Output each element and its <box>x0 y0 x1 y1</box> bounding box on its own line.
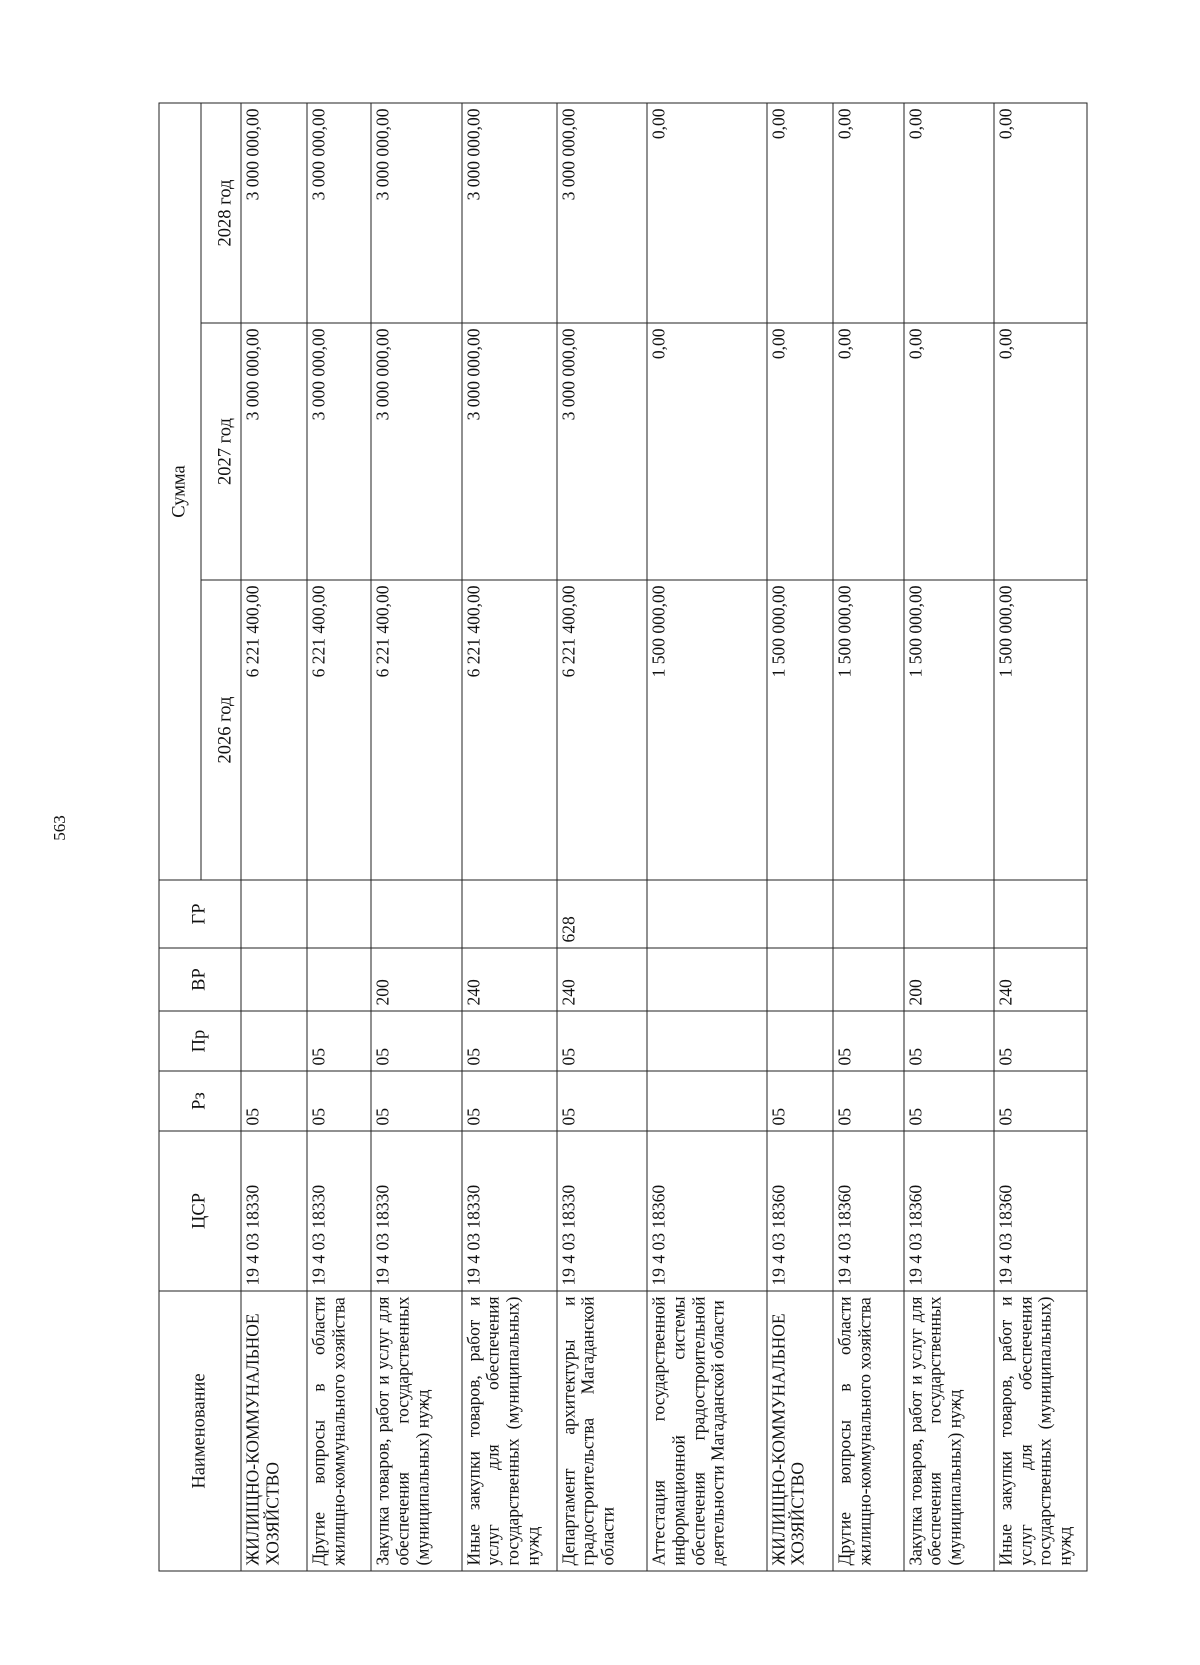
cell-name: ЖИЛИЩНО-КОММУНАЛЬНОЕ ХОЗЯЙСТВО <box>241 1291 307 1571</box>
cell-vr <box>647 948 766 1011</box>
cell-2028: 3 000 000,00 <box>371 102 462 322</box>
cell-name: Иные закупки товаров, работ и услуг для обеспечения государственных (муниципальных) нужд <box>461 1291 556 1571</box>
budget-table-container <box>158 103 1087 1571</box>
cell-pr: 05 <box>903 1011 994 1071</box>
cell-pr <box>241 1011 307 1071</box>
cell-2028: 3 000 000,00 <box>241 102 307 322</box>
table-row <box>307 102 371 1570</box>
cell-name: ЖИЛИЩНО-КОММУНАЛЬНОЕ ХОЗЯЙСТВО <box>766 1291 832 1571</box>
cell-2028: 3 000 000,00 <box>307 102 371 322</box>
header-csr: ЦСР <box>159 1131 241 1291</box>
table-row <box>647 102 766 1570</box>
cell-vr <box>766 948 832 1011</box>
cell-name: Аттестация государственной информационной системы обеспечения градостроительной деятельности Магаданской области <box>647 1291 766 1571</box>
cell-pr: 05 <box>307 1011 371 1071</box>
header-name: Наименование <box>159 1291 241 1571</box>
cell-vr: 240 <box>556 948 647 1011</box>
cell-csr: 19 4 03 18330 <box>241 1131 307 1291</box>
cell-rz: 05 <box>994 1071 1087 1131</box>
cell-csr: 19 4 03 18360 <box>903 1131 994 1291</box>
cell-vr <box>307 948 371 1011</box>
cell-2026: 1 500 000,00 <box>766 580 832 880</box>
cell-gr <box>461 880 556 948</box>
cell-rz: 05 <box>461 1071 556 1131</box>
cell-2027: 3 000 000,00 <box>461 323 556 580</box>
cell-gr <box>647 880 766 948</box>
header-year-2026: 2026 год <box>201 580 241 880</box>
cell-rz: 05 <box>832 1071 903 1131</box>
cell-2027: 0,00 <box>647 323 766 580</box>
cell-rz: 05 <box>766 1071 832 1131</box>
cell-rz: 05 <box>556 1071 647 1131</box>
cell-vr <box>832 948 903 1011</box>
cell-name: Закупка товаров, работ и услуг для обеспечения государственных (муниципальных) нужд <box>903 1291 994 1571</box>
table-row <box>766 102 832 1570</box>
cell-2028: 3 000 000,00 <box>461 102 556 322</box>
header-pr: Пр <box>159 1011 241 1071</box>
cell-vr <box>241 948 307 1011</box>
cell-gr <box>832 880 903 948</box>
cell-pr: 05 <box>994 1011 1087 1071</box>
cell-rz <box>647 1071 766 1131</box>
cell-2027: 0,00 <box>903 323 994 580</box>
cell-gr <box>307 880 371 948</box>
table-body <box>241 102 1087 1570</box>
cell-2028: 3 000 000,00 <box>556 102 647 322</box>
table-row <box>903 102 994 1570</box>
header-gr: ГР <box>159 880 241 948</box>
table-header <box>159 102 241 1570</box>
cell-2026: 6 221 400,00 <box>241 580 307 880</box>
page-number: 563 <box>50 815 69 841</box>
cell-vr: 240 <box>994 948 1087 1011</box>
table-row <box>994 102 1087 1570</box>
cell-csr: 19 4 03 18360 <box>647 1131 766 1291</box>
cell-2027: 0,00 <box>766 323 832 580</box>
cell-2027: 0,00 <box>994 323 1087 580</box>
cell-rz: 05 <box>241 1071 307 1131</box>
table-row <box>371 102 462 1570</box>
cell-csr: 19 4 03 18360 <box>832 1131 903 1291</box>
cell-2027: 3 000 000,00 <box>241 323 307 580</box>
cell-pr <box>647 1011 766 1071</box>
cell-2026: 6 221 400,00 <box>371 580 462 880</box>
cell-csr: 19 4 03 18330 <box>461 1131 556 1291</box>
table-row <box>832 102 903 1570</box>
cell-2027: 3 000 000,00 <box>371 323 462 580</box>
cell-2026: 1 500 000,00 <box>832 580 903 880</box>
header-vr: ВР <box>159 948 241 1011</box>
cell-csr: 19 4 03 18330 <box>556 1131 647 1291</box>
budget-table <box>158 102 1087 1571</box>
cell-csr: 19 4 03 18360 <box>766 1131 832 1291</box>
cell-pr: 05 <box>461 1011 556 1071</box>
header-rz: Рз <box>159 1071 241 1131</box>
cell-2027: 3 000 000,00 <box>556 323 647 580</box>
cell-2026: 1 500 000,00 <box>903 580 994 880</box>
cell-pr <box>766 1011 832 1071</box>
cell-2028: 0,00 <box>994 102 1087 322</box>
header-year-2028: 2028 год <box>201 102 241 322</box>
cell-gr <box>766 880 832 948</box>
cell-2028: 0,00 <box>903 102 994 322</box>
cell-2026: 6 221 400,00 <box>307 580 371 880</box>
cell-2028: 0,00 <box>647 102 766 322</box>
cell-2027: 3 000 000,00 <box>307 323 371 580</box>
table-row <box>556 102 647 1570</box>
cell-pr: 05 <box>371 1011 462 1071</box>
table-row <box>461 102 556 1570</box>
cell-csr: 19 4 03 18330 <box>307 1131 371 1291</box>
cell-2027: 0,00 <box>832 323 903 580</box>
cell-vr: 200 <box>371 948 462 1011</box>
cell-2028: 0,00 <box>766 102 832 322</box>
cell-gr <box>994 880 1087 948</box>
cell-rz: 05 <box>307 1071 371 1131</box>
cell-csr: 19 4 03 18330 <box>371 1131 462 1291</box>
cell-2026: 1 500 000,00 <box>647 580 766 880</box>
cell-2028: 0,00 <box>832 102 903 322</box>
table-row <box>241 102 307 1570</box>
header-year-2027: 2027 год <box>201 323 241 580</box>
header-sum: Сумма <box>159 102 201 879</box>
cell-gr <box>241 880 307 948</box>
cell-rz: 05 <box>903 1071 994 1131</box>
cell-vr: 240 <box>461 948 556 1011</box>
cell-rz: 05 <box>371 1071 462 1131</box>
cell-pr: 05 <box>832 1011 903 1071</box>
cell-gr: 628 <box>556 880 647 948</box>
cell-2026: 6 221 400,00 <box>556 580 647 880</box>
cell-name: Закупка товаров, работ и услуг для обеспечения государственных (муниципальных) нужд <box>371 1291 462 1571</box>
cell-name: Департамент архитектуры и градостроительства Магаданской области <box>556 1291 647 1571</box>
cell-pr: 05 <box>556 1011 647 1071</box>
header-row <box>159 102 201 1570</box>
cell-gr <box>371 880 462 948</box>
cell-name: Иные закупки товаров, работ и услуг для обеспечения государственных (муниципальных) нужд <box>994 1291 1087 1571</box>
cell-gr <box>903 880 994 948</box>
cell-2026: 6 221 400,00 <box>461 580 556 880</box>
cell-csr: 19 4 03 18360 <box>994 1131 1087 1291</box>
cell-vr: 200 <box>903 948 994 1011</box>
cell-name: Другие вопросы в области жилищно-коммунального хозяйства <box>832 1291 903 1571</box>
cell-name: Другие вопросы в области жилищно-коммунального хозяйства <box>307 1291 371 1571</box>
cell-2026: 1 500 000,00 <box>994 580 1087 880</box>
